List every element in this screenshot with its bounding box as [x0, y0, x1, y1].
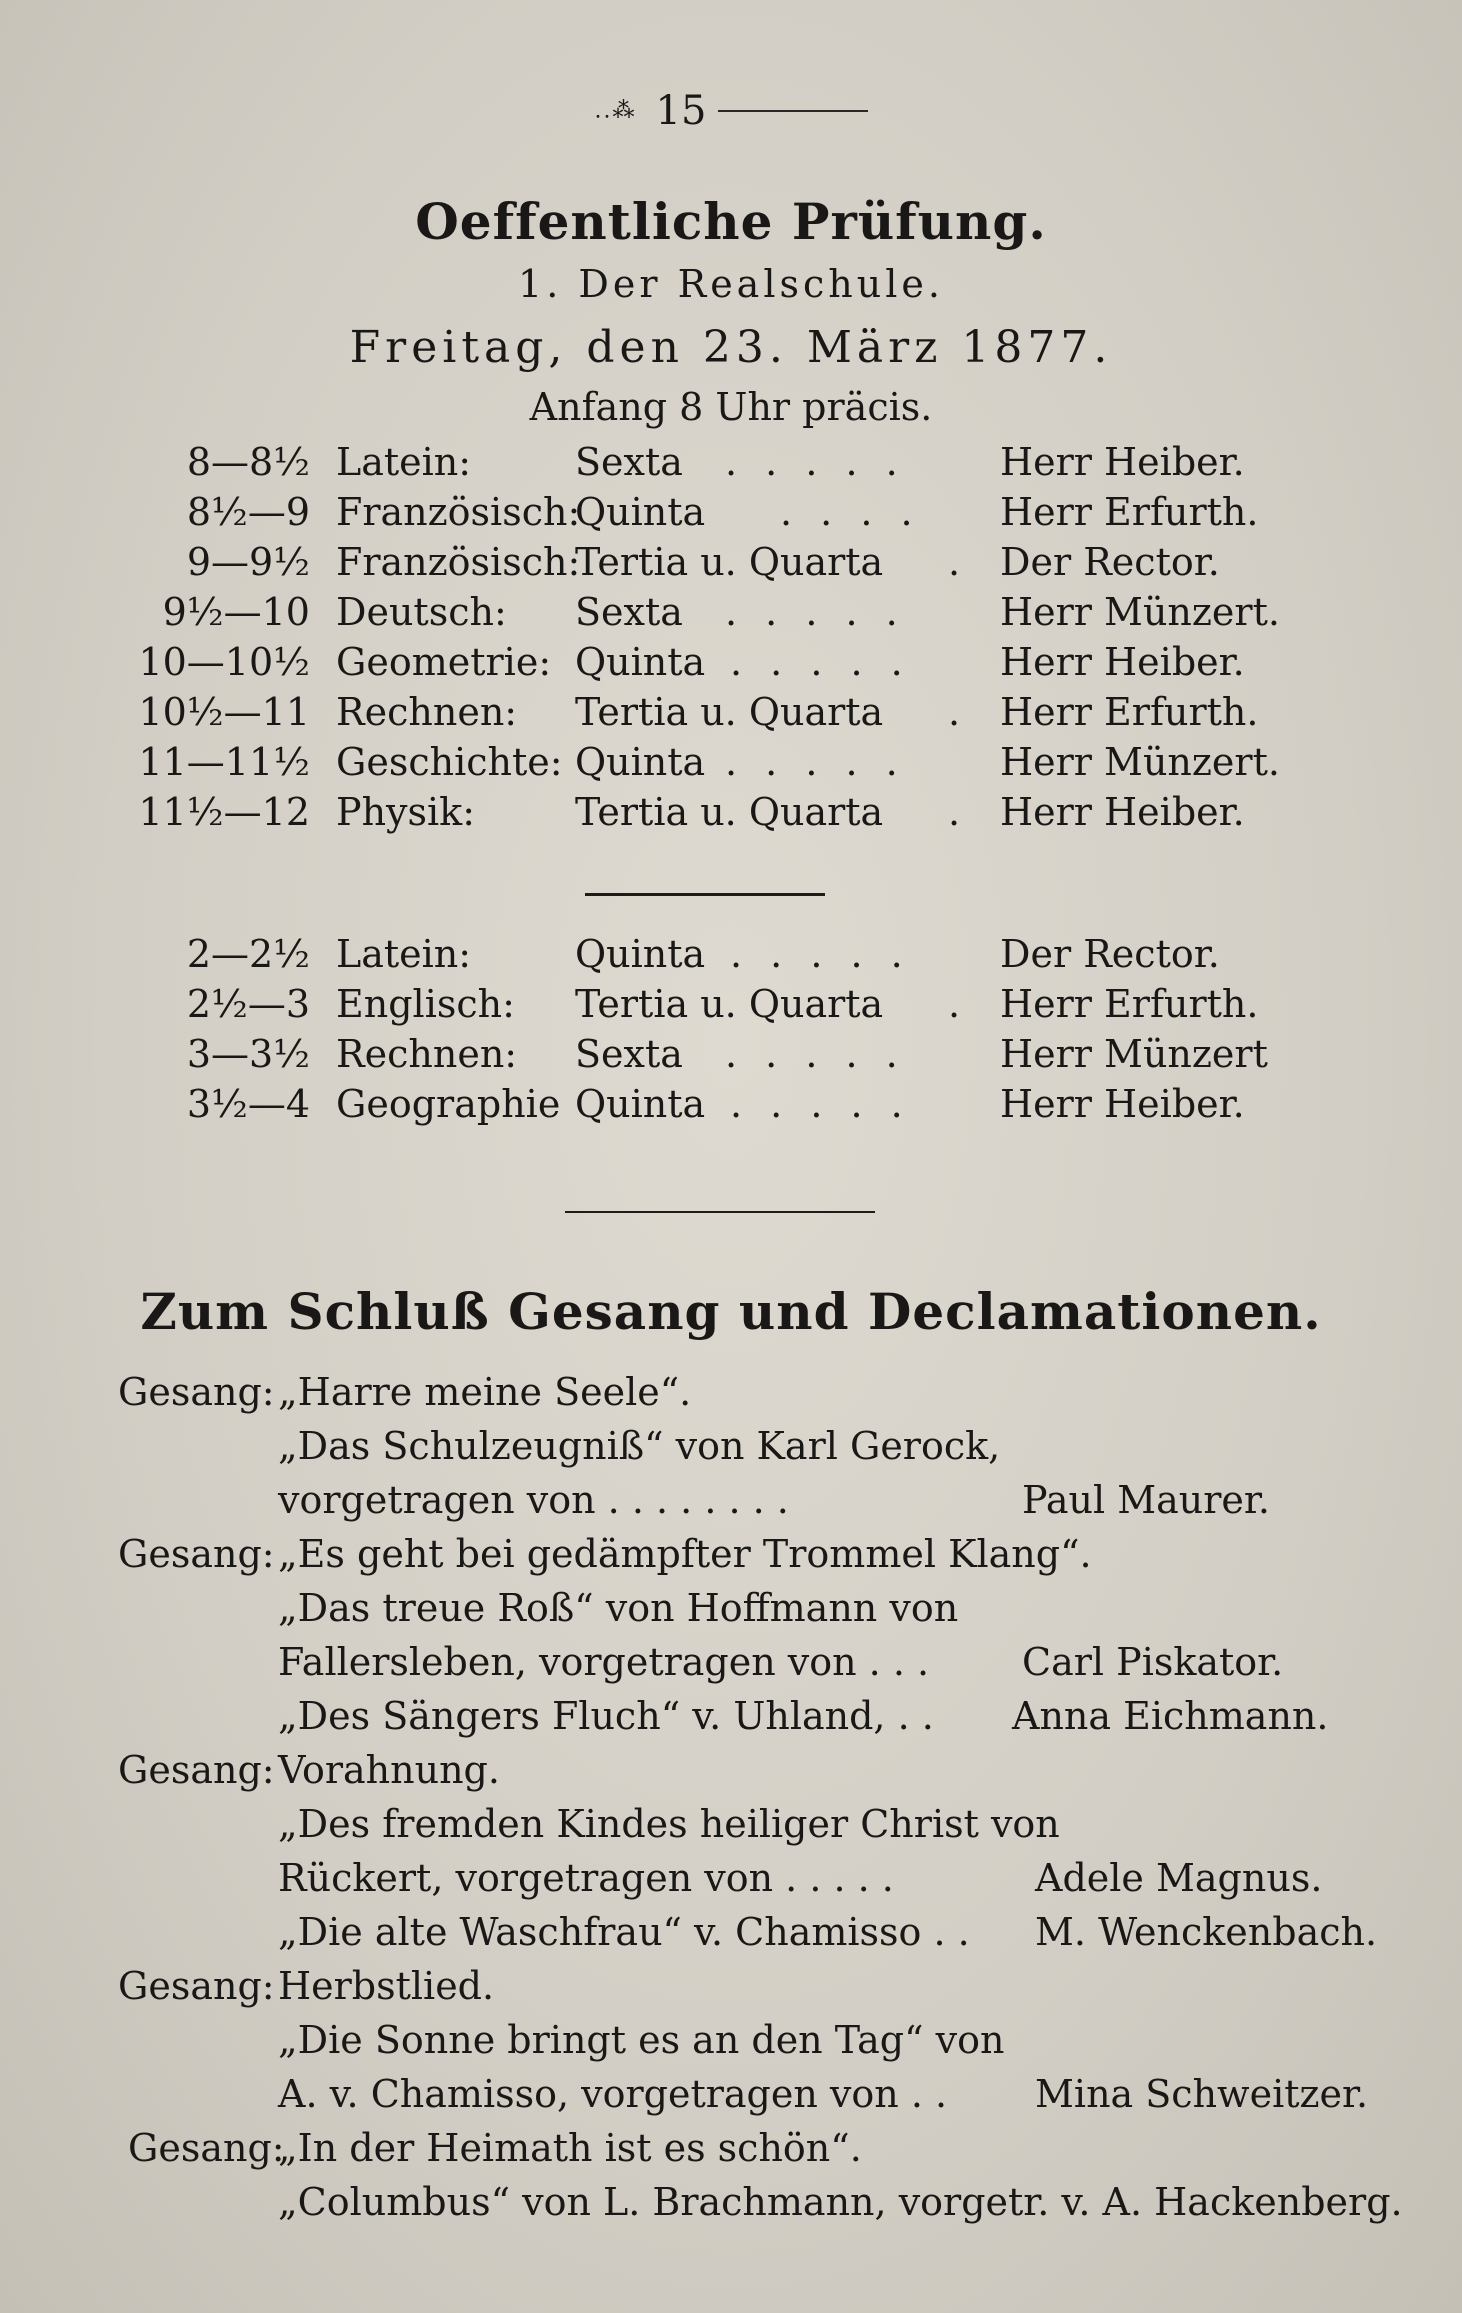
subject: Französisch: — [336, 490, 581, 534]
page-number: 15 — [655, 88, 707, 134]
program-text: „Das Schulzeugniß“ von Karl Gerock, — [278, 1424, 1001, 1468]
teacher: Der Rector. — [1000, 932, 1220, 976]
program-label: Gesang: — [118, 1532, 275, 1576]
schedule-row — [0, 490, 1462, 542]
time-slot: 3½—4 — [186, 1082, 310, 1126]
program-text: „In der Heimath ist es schön“. — [278, 2126, 862, 2170]
teacher: Herr Heiber. — [1000, 440, 1245, 484]
program-text: Fallersleben, vorgetragen von . . . — [278, 1640, 930, 1684]
leader-dots: . — [948, 790, 969, 834]
program-line — [0, 1586, 1462, 1642]
program-line — [0, 1370, 1462, 1426]
program-line — [0, 1964, 1462, 2020]
program-text: vorgetragen von . . . . . . . . — [278, 1478, 789, 1522]
class-name: Quinta — [575, 740, 706, 784]
schedule-row — [0, 982, 1462, 1034]
program-text: „Columbus“ von L. Brachmann, vorgetr. v. A. Hackenberg. — [278, 2180, 1403, 2224]
performer: Anna Eichmann. — [1012, 1694, 1329, 1738]
class-name: Tertia u. Quarta — [575, 540, 884, 584]
performer: Mina Schweitzer. — [1035, 2072, 1369, 2116]
leader-dots: . . . . . — [730, 1082, 911, 1126]
schedule-row — [0, 690, 1462, 742]
performer: Carl Piskator. — [1022, 1640, 1284, 1684]
time-slot: 10—10½ — [138, 640, 310, 684]
program-text: A. v. Chamisso, vorgetragen von . . — [278, 2072, 948, 2116]
program-label: Gesang: — [118, 1370, 275, 1414]
section-divider — [565, 1211, 875, 1213]
subject: Geschichte: — [336, 740, 563, 784]
class-name: Sexta — [575, 590, 683, 634]
section-divider — [585, 893, 825, 896]
subject: Physik: — [336, 790, 475, 834]
class-name: Sexta — [575, 1032, 683, 1076]
schedule-row — [0, 932, 1462, 984]
program-label: Gesang: — [118, 1964, 275, 2008]
program-text: „Die alte Waschfrau“ v. Chamisso . . — [278, 1910, 970, 1954]
program-line — [0, 1802, 1462, 1858]
class-name: Quinta — [575, 490, 706, 534]
leader-dots: . — [948, 540, 969, 584]
schedule-row — [0, 1082, 1462, 1134]
subject: Französisch: — [336, 540, 581, 584]
time-slot: 8½—9 — [186, 490, 310, 534]
start-time: Anfang 8 Uhr präcis. — [529, 385, 933, 429]
program-line — [0, 2180, 1462, 2236]
teacher: Herr Erfurth. — [1000, 982, 1259, 1026]
schedule-row — [0, 590, 1462, 642]
subject: Deutsch: — [336, 590, 507, 634]
program-line — [0, 1856, 1462, 1912]
subject: Englisch: — [336, 982, 515, 1026]
program-text: „Es geht bei gedämpfter Trommel Klang“. — [278, 1532, 1092, 1576]
program-label: Gesang: — [118, 1748, 275, 1792]
performer: Paul Maurer. — [1022, 1478, 1270, 1522]
class-name: Tertia u. Quarta — [575, 982, 884, 1026]
time-slot: 9½—10 — [162, 590, 310, 634]
program-text: Herbstlied. — [278, 1964, 495, 2008]
program-line — [0, 1910, 1462, 1966]
program-line — [0, 2072, 1462, 2128]
program-line — [0, 1748, 1462, 1804]
leader-dots: . . . . . — [725, 1032, 906, 1076]
leader-dots: . — [948, 690, 969, 734]
program-line — [0, 2126, 1462, 2182]
program-text: „Die Sonne bringt es an den Tag“ von — [278, 2018, 1005, 2062]
teacher: Herr Heiber. — [1000, 1082, 1245, 1126]
subject: Geometrie: — [336, 640, 552, 684]
time-slot: 9—9½ — [186, 540, 310, 584]
subject: Latein: — [336, 932, 472, 976]
teacher: Herr Münzert. — [1000, 740, 1280, 784]
performer: M. Wenckenbach. — [1035, 1910, 1378, 1954]
program-line — [0, 1478, 1462, 1534]
program-text: „Des fremden Kindes heiliger Christ von — [278, 1802, 1060, 1846]
page-header — [0, 88, 1462, 134]
time-slot: 8—8½ — [186, 440, 310, 484]
ornament: ..⁂ — [594, 98, 637, 124]
section-title: 1. Der Realschule. — [518, 262, 944, 306]
schedule-row — [0, 640, 1462, 692]
performer: Adele Magnus. — [1035, 1856, 1323, 1900]
teacher: Herr Erfurth. — [1000, 690, 1259, 734]
program-line — [0, 1694, 1462, 1750]
teacher: Herr Heiber. — [1000, 790, 1245, 834]
program-text: „Harre meine Seele“. — [278, 1370, 692, 1414]
leader-dots: . — [948, 982, 969, 1026]
class-name: Tertia u. Quarta — [575, 690, 884, 734]
subject: Geographie — [336, 1082, 561, 1126]
class-name: Quinta — [575, 640, 706, 684]
subject: Rechnen: — [336, 690, 518, 734]
teacher: Herr Erfurth. — [1000, 490, 1259, 534]
program-line — [0, 1424, 1462, 1480]
leader-dots: . . . . . — [725, 590, 906, 634]
time-slot: 2½—3 — [186, 982, 310, 1026]
schedule-row — [0, 440, 1462, 492]
time-slot: 11½—12 — [138, 790, 310, 834]
class-name: Tertia u. Quarta — [575, 790, 884, 834]
exam-title: Oeffentliche Prüfung. — [415, 192, 1047, 251]
teacher: Herr Heiber. — [1000, 640, 1245, 684]
leader-dots: . . . . . — [730, 640, 911, 684]
class-name: Quinta — [575, 1082, 706, 1126]
leader-dots: . . . . . — [725, 740, 906, 784]
header-rule — [718, 110, 868, 112]
time-slot: 11—11½ — [138, 740, 310, 784]
leader-dots: . . . . — [780, 490, 921, 534]
time-slot: 2—2½ — [186, 932, 310, 976]
program-label: Gesang: — [128, 2126, 285, 2170]
time-slot: 3—3½ — [186, 1032, 310, 1076]
class-name: Sexta — [575, 440, 683, 484]
schedule-row — [0, 1032, 1462, 1084]
subject: Rechnen: — [336, 1032, 518, 1076]
class-name: Quinta — [575, 932, 706, 976]
schedule-row — [0, 740, 1462, 792]
program-text: Rückert, vorgetragen von . . . . . — [278, 1856, 894, 1900]
time-slot: 10½—11 — [138, 690, 310, 734]
leader-dots: . . . . . — [725, 440, 906, 484]
program-line — [0, 1532, 1462, 1588]
leader-dots: . . . . . — [730, 932, 911, 976]
program-line — [0, 1640, 1462, 1696]
program-text: „Das treue Roß“ von Hoffmann von — [278, 1586, 959, 1630]
exam-date: Freitag, den 23. März 1877. — [349, 322, 1113, 373]
closing-title: Zum Schluß Gesang und Declamationen. — [140, 1282, 1322, 1341]
schedule-row — [0, 540, 1462, 592]
program-line — [0, 2018, 1462, 2074]
teacher: Herr Münzert. — [1000, 590, 1280, 634]
teacher: Der Rector. — [1000, 540, 1220, 584]
program-text: Vorahnung. — [278, 1748, 500, 1792]
subject: Latein: — [336, 440, 472, 484]
schedule-row — [0, 790, 1462, 842]
teacher: Herr Münzert — [1000, 1032, 1268, 1076]
program-text: „Des Sängers Fluch“ v. Uhland, . . — [278, 1694, 934, 1738]
